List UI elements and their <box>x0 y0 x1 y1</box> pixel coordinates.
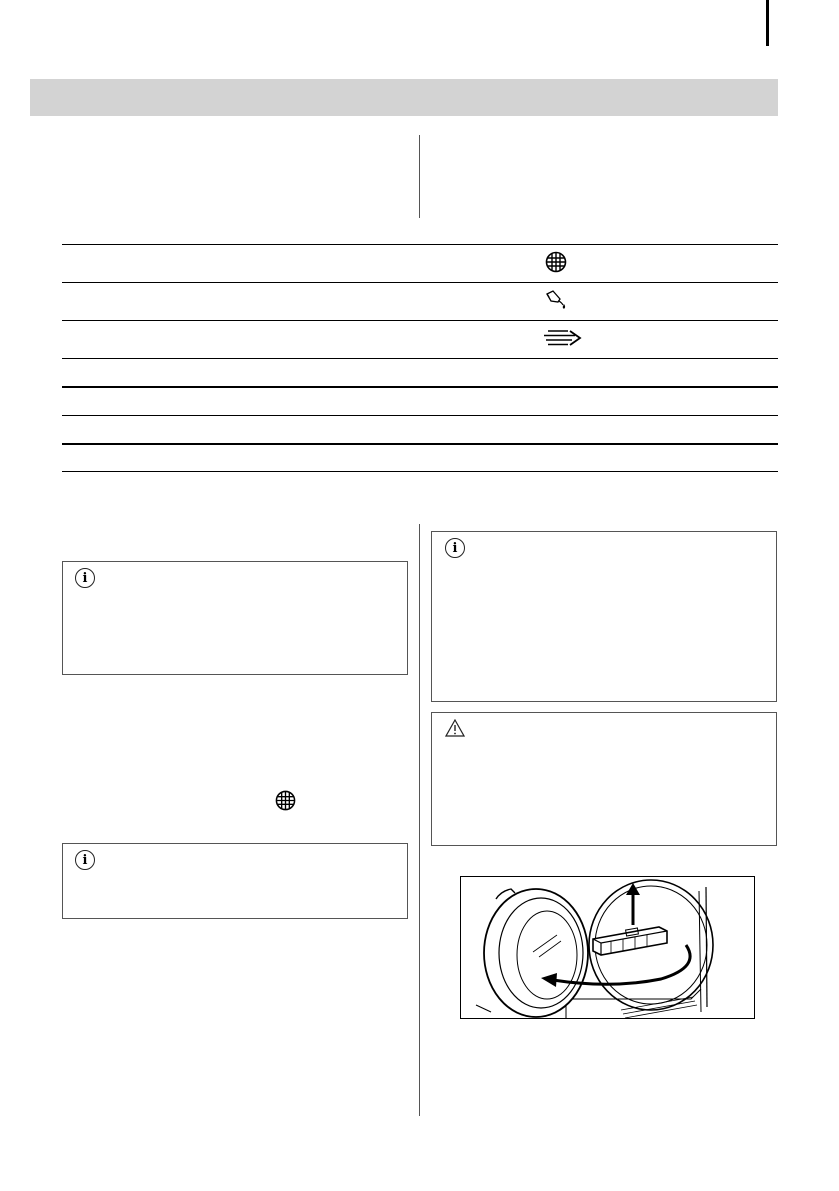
info-icon: i <box>75 568 95 588</box>
table-rule <box>62 415 778 416</box>
table-rule <box>62 282 778 283</box>
info-note-box <box>62 561 408 675</box>
warning-triangle-icon <box>445 719 465 737</box>
pouring-water-icon <box>545 288 569 310</box>
table-rule <box>62 471 778 472</box>
info-note-box <box>431 531 777 702</box>
grid-ball-icon <box>545 251 567 273</box>
table-rule <box>62 358 778 359</box>
bottom-column-divider <box>419 524 420 1116</box>
top-column-divider <box>419 135 420 218</box>
table-rule <box>62 320 778 321</box>
dryer-container-removal-illustration <box>460 876 755 1019</box>
lines-arrow-icon <box>542 328 582 350</box>
illustration-drawing <box>461 877 755 1019</box>
warning-note-box <box>431 712 777 846</box>
info-note-box <box>62 843 408 919</box>
grid-ball-icon <box>275 790 296 811</box>
table-rule-thick <box>62 443 778 445</box>
top-marker-line <box>766 0 769 46</box>
table-rule <box>62 244 778 245</box>
section-header-banner <box>30 79 778 116</box>
info-icon: i <box>75 850 95 870</box>
table-rule-thick <box>62 386 778 388</box>
info-icon: i <box>445 538 465 558</box>
